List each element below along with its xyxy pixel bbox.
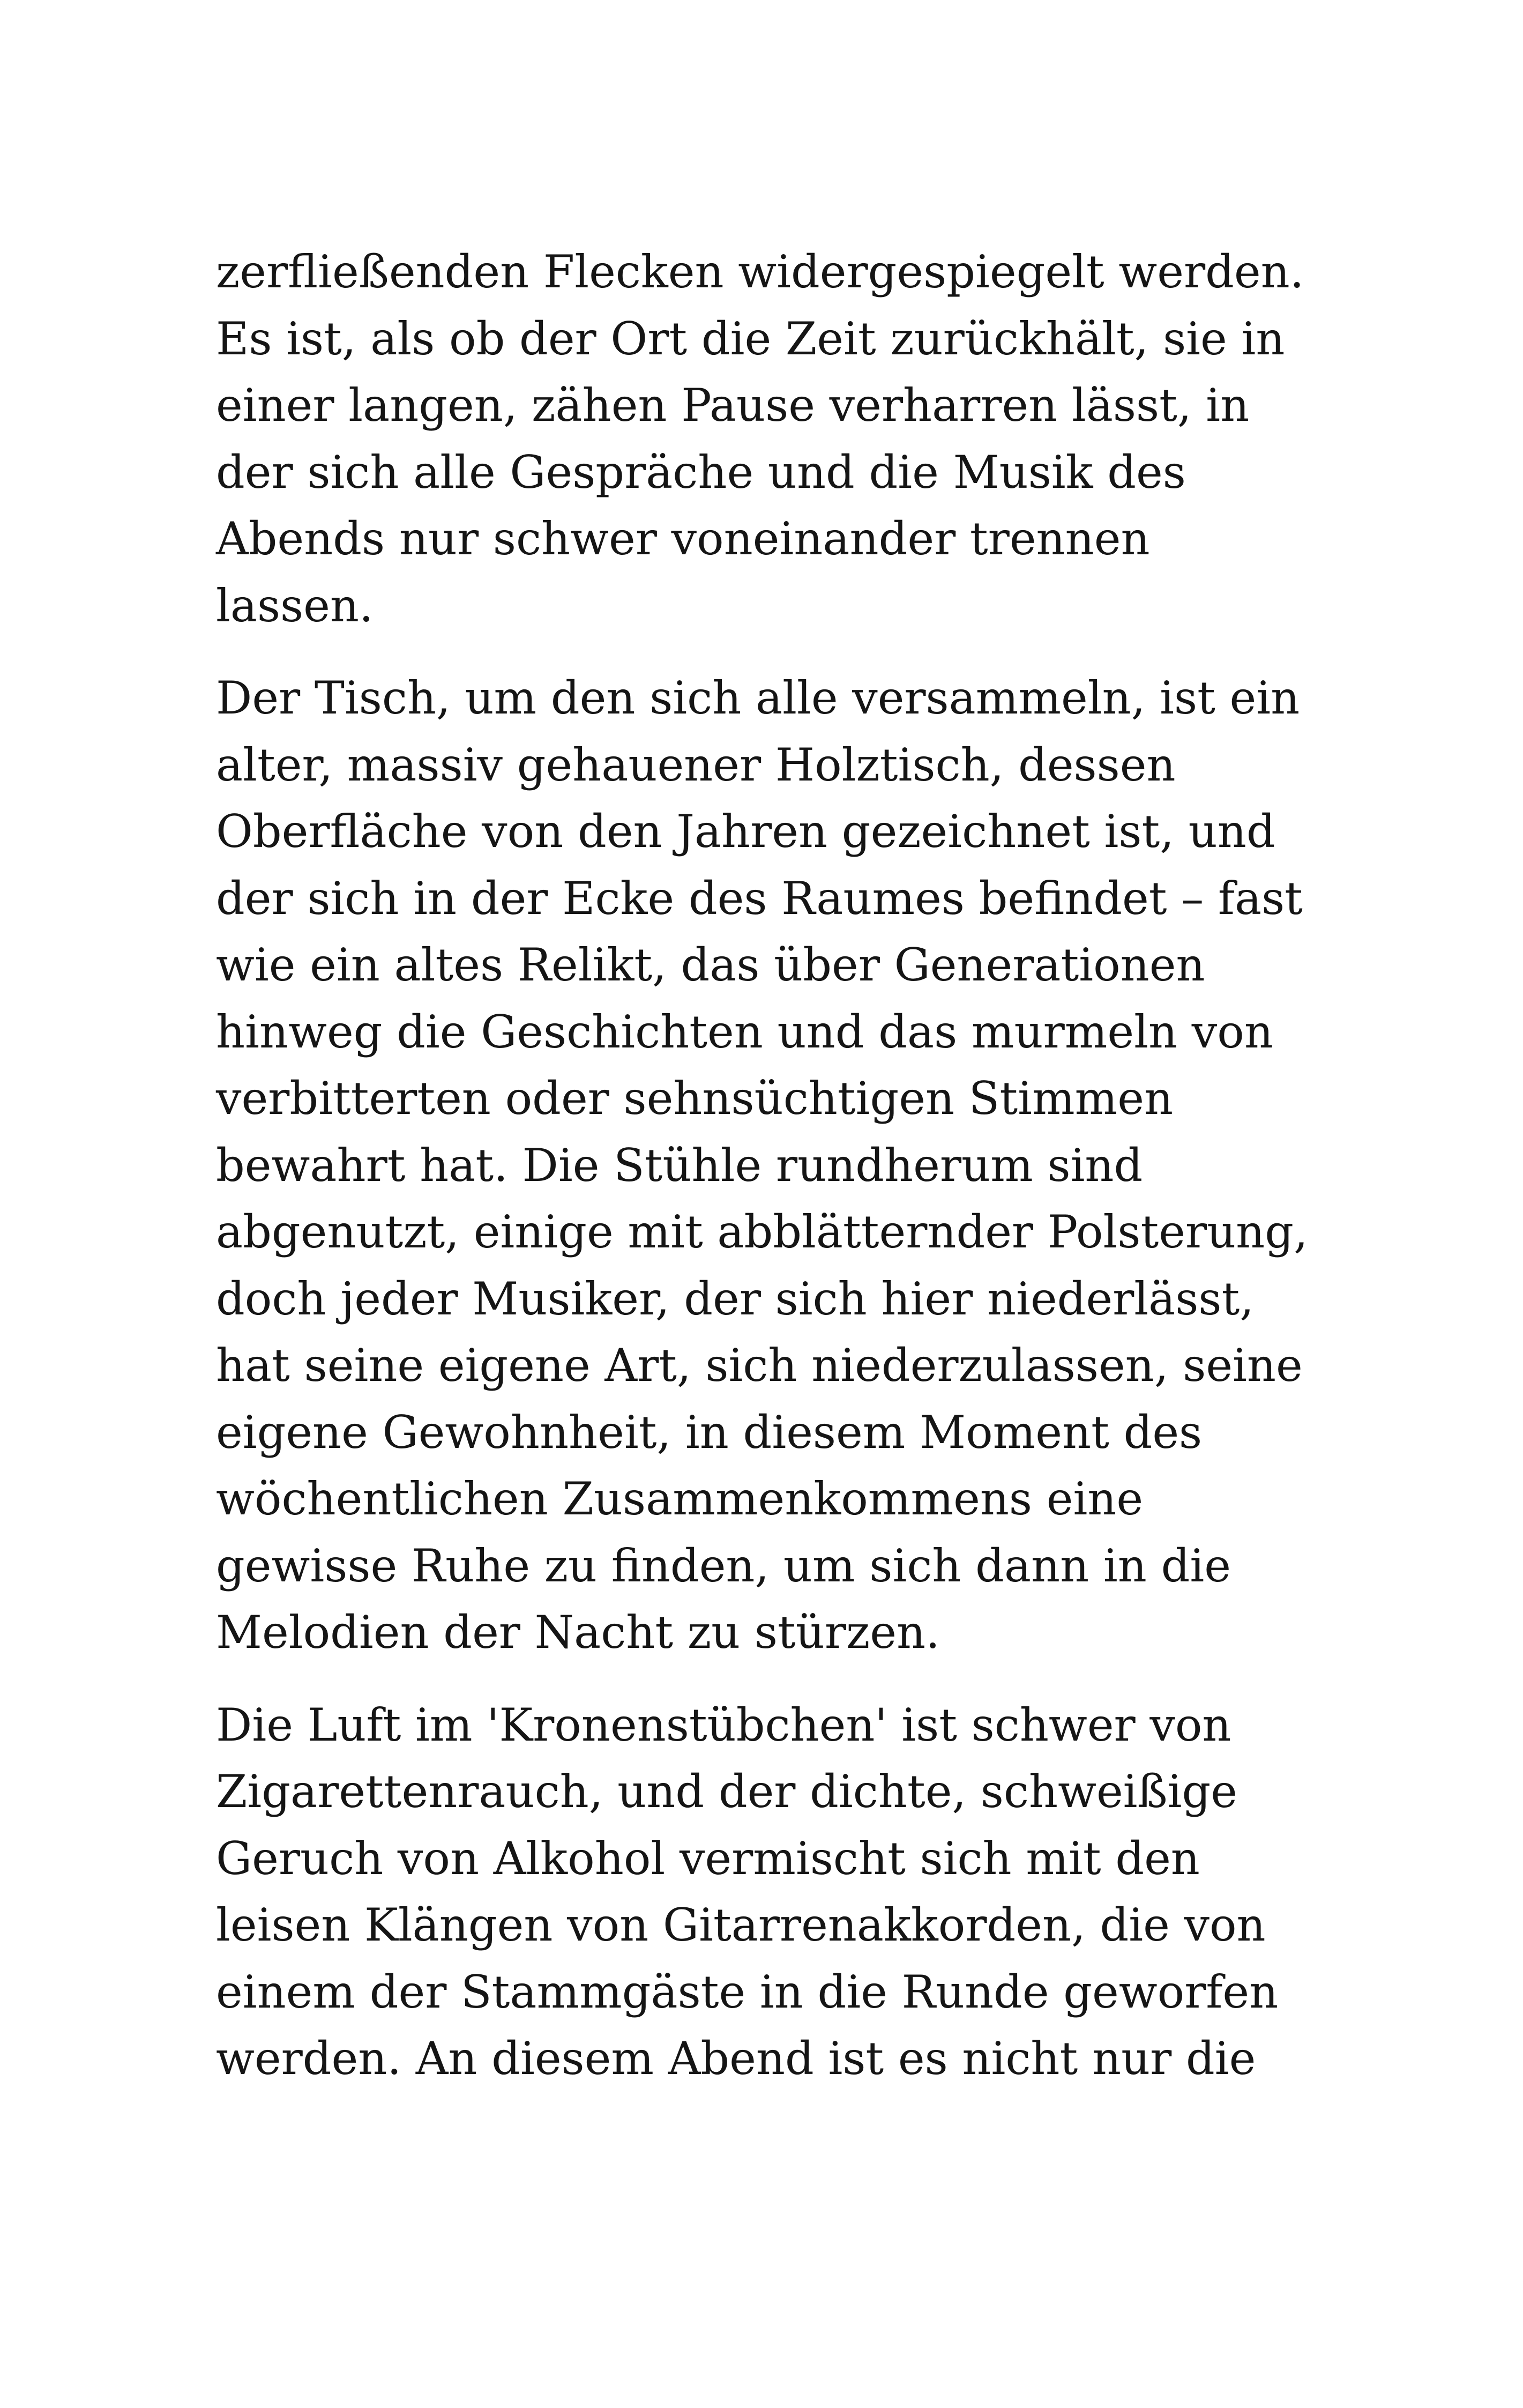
text-line: Abends nur schwer voneinander trennen (216, 512, 1150, 565)
text-line: wöchentlichen Zusammenkommens eine (216, 1473, 1144, 1525)
text-line: eigene Gewohnheit, in diesem Moment des (216, 1406, 1203, 1459)
text-line: abgenutzt, einige mit abblätternder Polsterung, (216, 1206, 1308, 1258)
text-line: wie ein altes Relikt, das über Generationen (216, 939, 1205, 991)
text-line: der sich in der Ecke des Raumes befindet – fast (216, 872, 1303, 925)
paragraph-2 (216, 665, 1331, 1666)
body-text (216, 239, 1331, 2118)
text-line: der sich alle Gespräche und die Musik des (216, 445, 1186, 499)
text-line: Oberfläche von den Jahren gezeichnet ist, und (216, 805, 1275, 858)
text-line: hat seine eigene Art, sich niederzulassen, seine (216, 1339, 1303, 1392)
text-line: werden. An diesem Abend ist es nicht nur die (216, 2032, 1256, 2085)
text-line: hinweg die Geschichten und das murmeln von (216, 1005, 1273, 1058)
paragraph-1 (216, 239, 1331, 639)
text-line: verbitterten oder sehnsüchtigen Stimmen (216, 1072, 1174, 1125)
text-line: doch jeder Musiker, der sich hier niederlässt, (216, 1272, 1254, 1325)
text-line: lassen. (216, 579, 374, 632)
text-line: Der Tisch, um den sich alle versammeln, ist ein (216, 672, 1300, 724)
text-line: Geruch von Alkohol vermischt sich mit den (216, 1832, 1200, 1885)
text-line: einer langen, zähen Pause verharren lässt, in (216, 379, 1250, 432)
text-line: leisen Klängen von Gitarrenakkorden, die von (216, 1899, 1266, 1951)
text-line: Melodien der Nacht zu stürzen. (216, 1606, 940, 1659)
text-line: einem der Stammgäste in die Runde geworfen (216, 1965, 1279, 2018)
text-line: gewisse Ruhe zu finden, um sich dann in die (216, 1539, 1231, 1592)
text-line: Es ist, als ob der Ort die Zeit zurückhält, sie in (216, 312, 1285, 365)
text-line: bewahrt hat. Die Stühle rundherum sind (216, 1139, 1143, 1192)
paragraph-3 (216, 1692, 1331, 2092)
text-line: Die Luft im 'Kronenstübchen' ist schwer von (216, 1698, 1231, 1751)
text-line: Zigarettenrauch, und der dichte, schweißige (216, 1765, 1237, 1818)
text-line: zerfließenden Flecken widergespiegelt werden. (216, 246, 1304, 298)
text-line: alter, massiv gehauener Holztisch, dessen (216, 738, 1176, 791)
